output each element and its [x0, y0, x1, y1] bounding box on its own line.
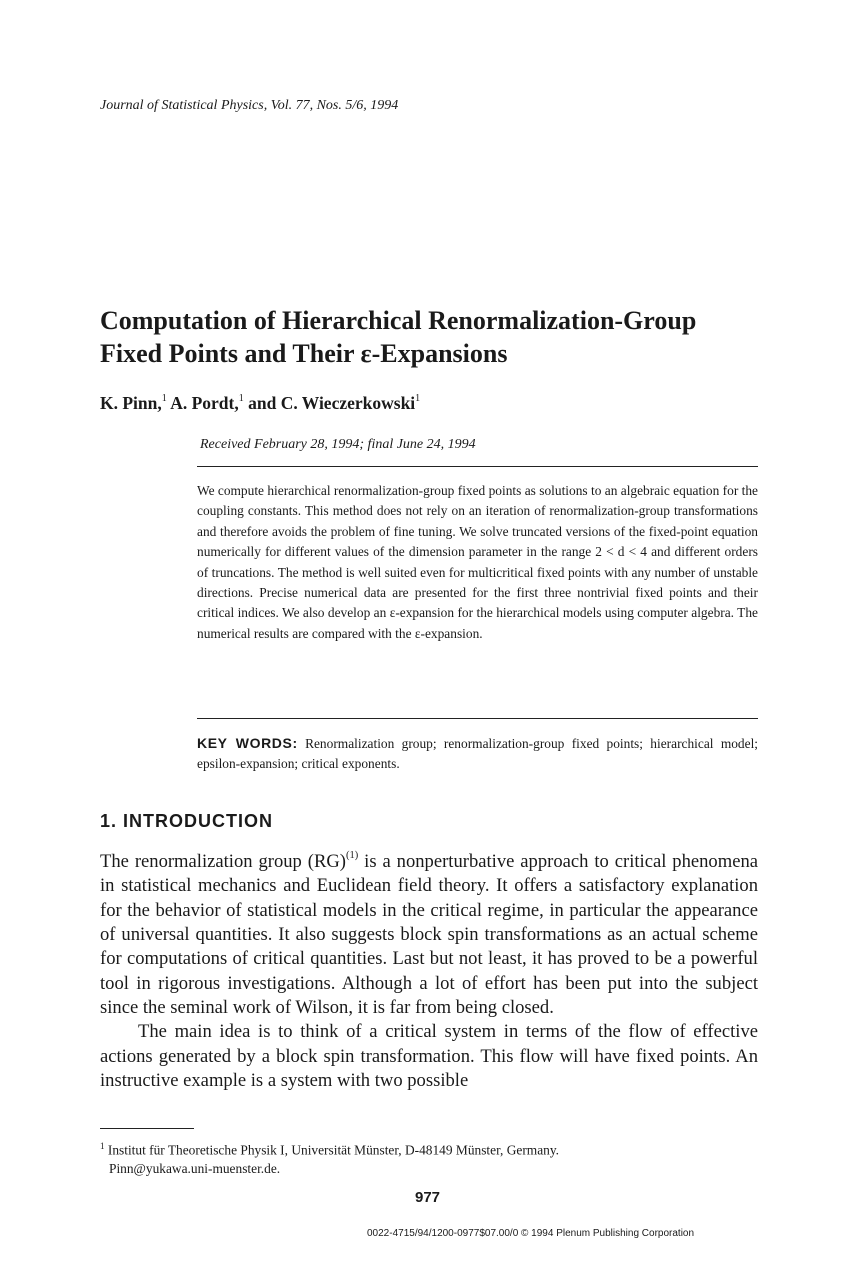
author-wieczerkowski: C. Wieczerkowski — [280, 393, 416, 413]
author-list — [100, 393, 420, 414]
footnote-mark: 1 — [100, 1141, 105, 1151]
page-number: 977 — [414, 1189, 441, 1206]
journal-citation: Journal of Statistical Physics, Vol. 77, Nos. 5/6, 1994 — [100, 98, 399, 113]
received-dates: Received February 28, 1994; final June 24, 1994 — [200, 437, 476, 452]
copyright-line: 0022-4715/94/1200-0977$07.00/0 © 1994 Plenum Publishing Corporation — [367, 1228, 695, 1239]
keywords-text: Renormalization group; renormalization-group fixed points; hierarchical model; epsilon-expansion; critical exponents. — [197, 736, 759, 772]
paper-title — [100, 304, 800, 370]
author-conjunction: and — [248, 393, 277, 413]
abstract-top-rule — [197, 466, 758, 467]
abstract: We compute hierarchical renormalization-group fixed points as solutions to an algebraic equation for the coupling constants. This method does not rely on an iteration of renormalization-group transformations and therefore avoids the problem of fine tuning. We solve truncated versions of the fixed-point equation numerically for different values of the dimension parameter in the range 2 < d < 4 and different orders of truncations. The method is well suited even for multicritical fixed points with any number of unstable directions. Precise numerical data are presented for the first three nontrivial fixed points and their critical indices. We also develop an ε-expansion for the hierarchical models using computer algebra. The numerical results are compared with the ε-expansion. — [197, 483, 758, 641]
abstract-bottom-rule — [197, 718, 758, 719]
affiliation-mark: 1 — [161, 393, 167, 405]
keywords — [197, 733, 758, 775]
footnote-rule — [100, 1128, 194, 1129]
title-line-1: Computation of Hierarchical Renormalization-Group — [100, 306, 697, 335]
affiliation-mark: 1 — [238, 393, 244, 405]
footnote — [100, 1137, 758, 1178]
paragraph-1 — [100, 846, 758, 1020]
footnote-affiliation: Institut für Theoretische Physik I, Universität Münster, D-48149 Münster, Germany. — [107, 1142, 560, 1158]
author-pordt: A. Pordt, — [170, 393, 239, 413]
paragraph-1-rest: is a nonperturbative approach to critical phenomena in statistical mechanics and Euclidean field theory. It offers a satisfactory explanation for the behavior of statistical models in the critical regime, in particular the appearance of universal quantities. It also suggests block spin transformations as an actual scheme for computations of critical quantities. Last but not least, it has proved to be a powerful tool in rigorous investigations. Although a lot of effort has been put into the subject since the seminal work of Wilson, it is far from being closed. — [100, 851, 758, 1018]
author-pinn: K. Pinn, — [100, 393, 162, 413]
body-text — [100, 846, 758, 1093]
section-heading: 1. INTRODUCTION — [100, 811, 274, 831]
keywords-label: KEY WORDS: — [197, 735, 298, 751]
title-line-2: Fixed Points and Their ε-Expansions — [100, 339, 508, 368]
citation-ref: (1) — [345, 850, 359, 861]
footnote-email: Pinn@yukawa.uni-muenster.de. — [109, 1161, 281, 1177]
paragraph-1-start: The renormalization group (RG) — [100, 851, 346, 873]
affiliation-mark: 1 — [415, 393, 421, 405]
paragraph-2: The main idea is to think of a critical system in terms of the flow of effective actions generated by a block spin transformation. This flow will have fixed points. An instructive example is a system with two possible — [100, 1021, 758, 1091]
